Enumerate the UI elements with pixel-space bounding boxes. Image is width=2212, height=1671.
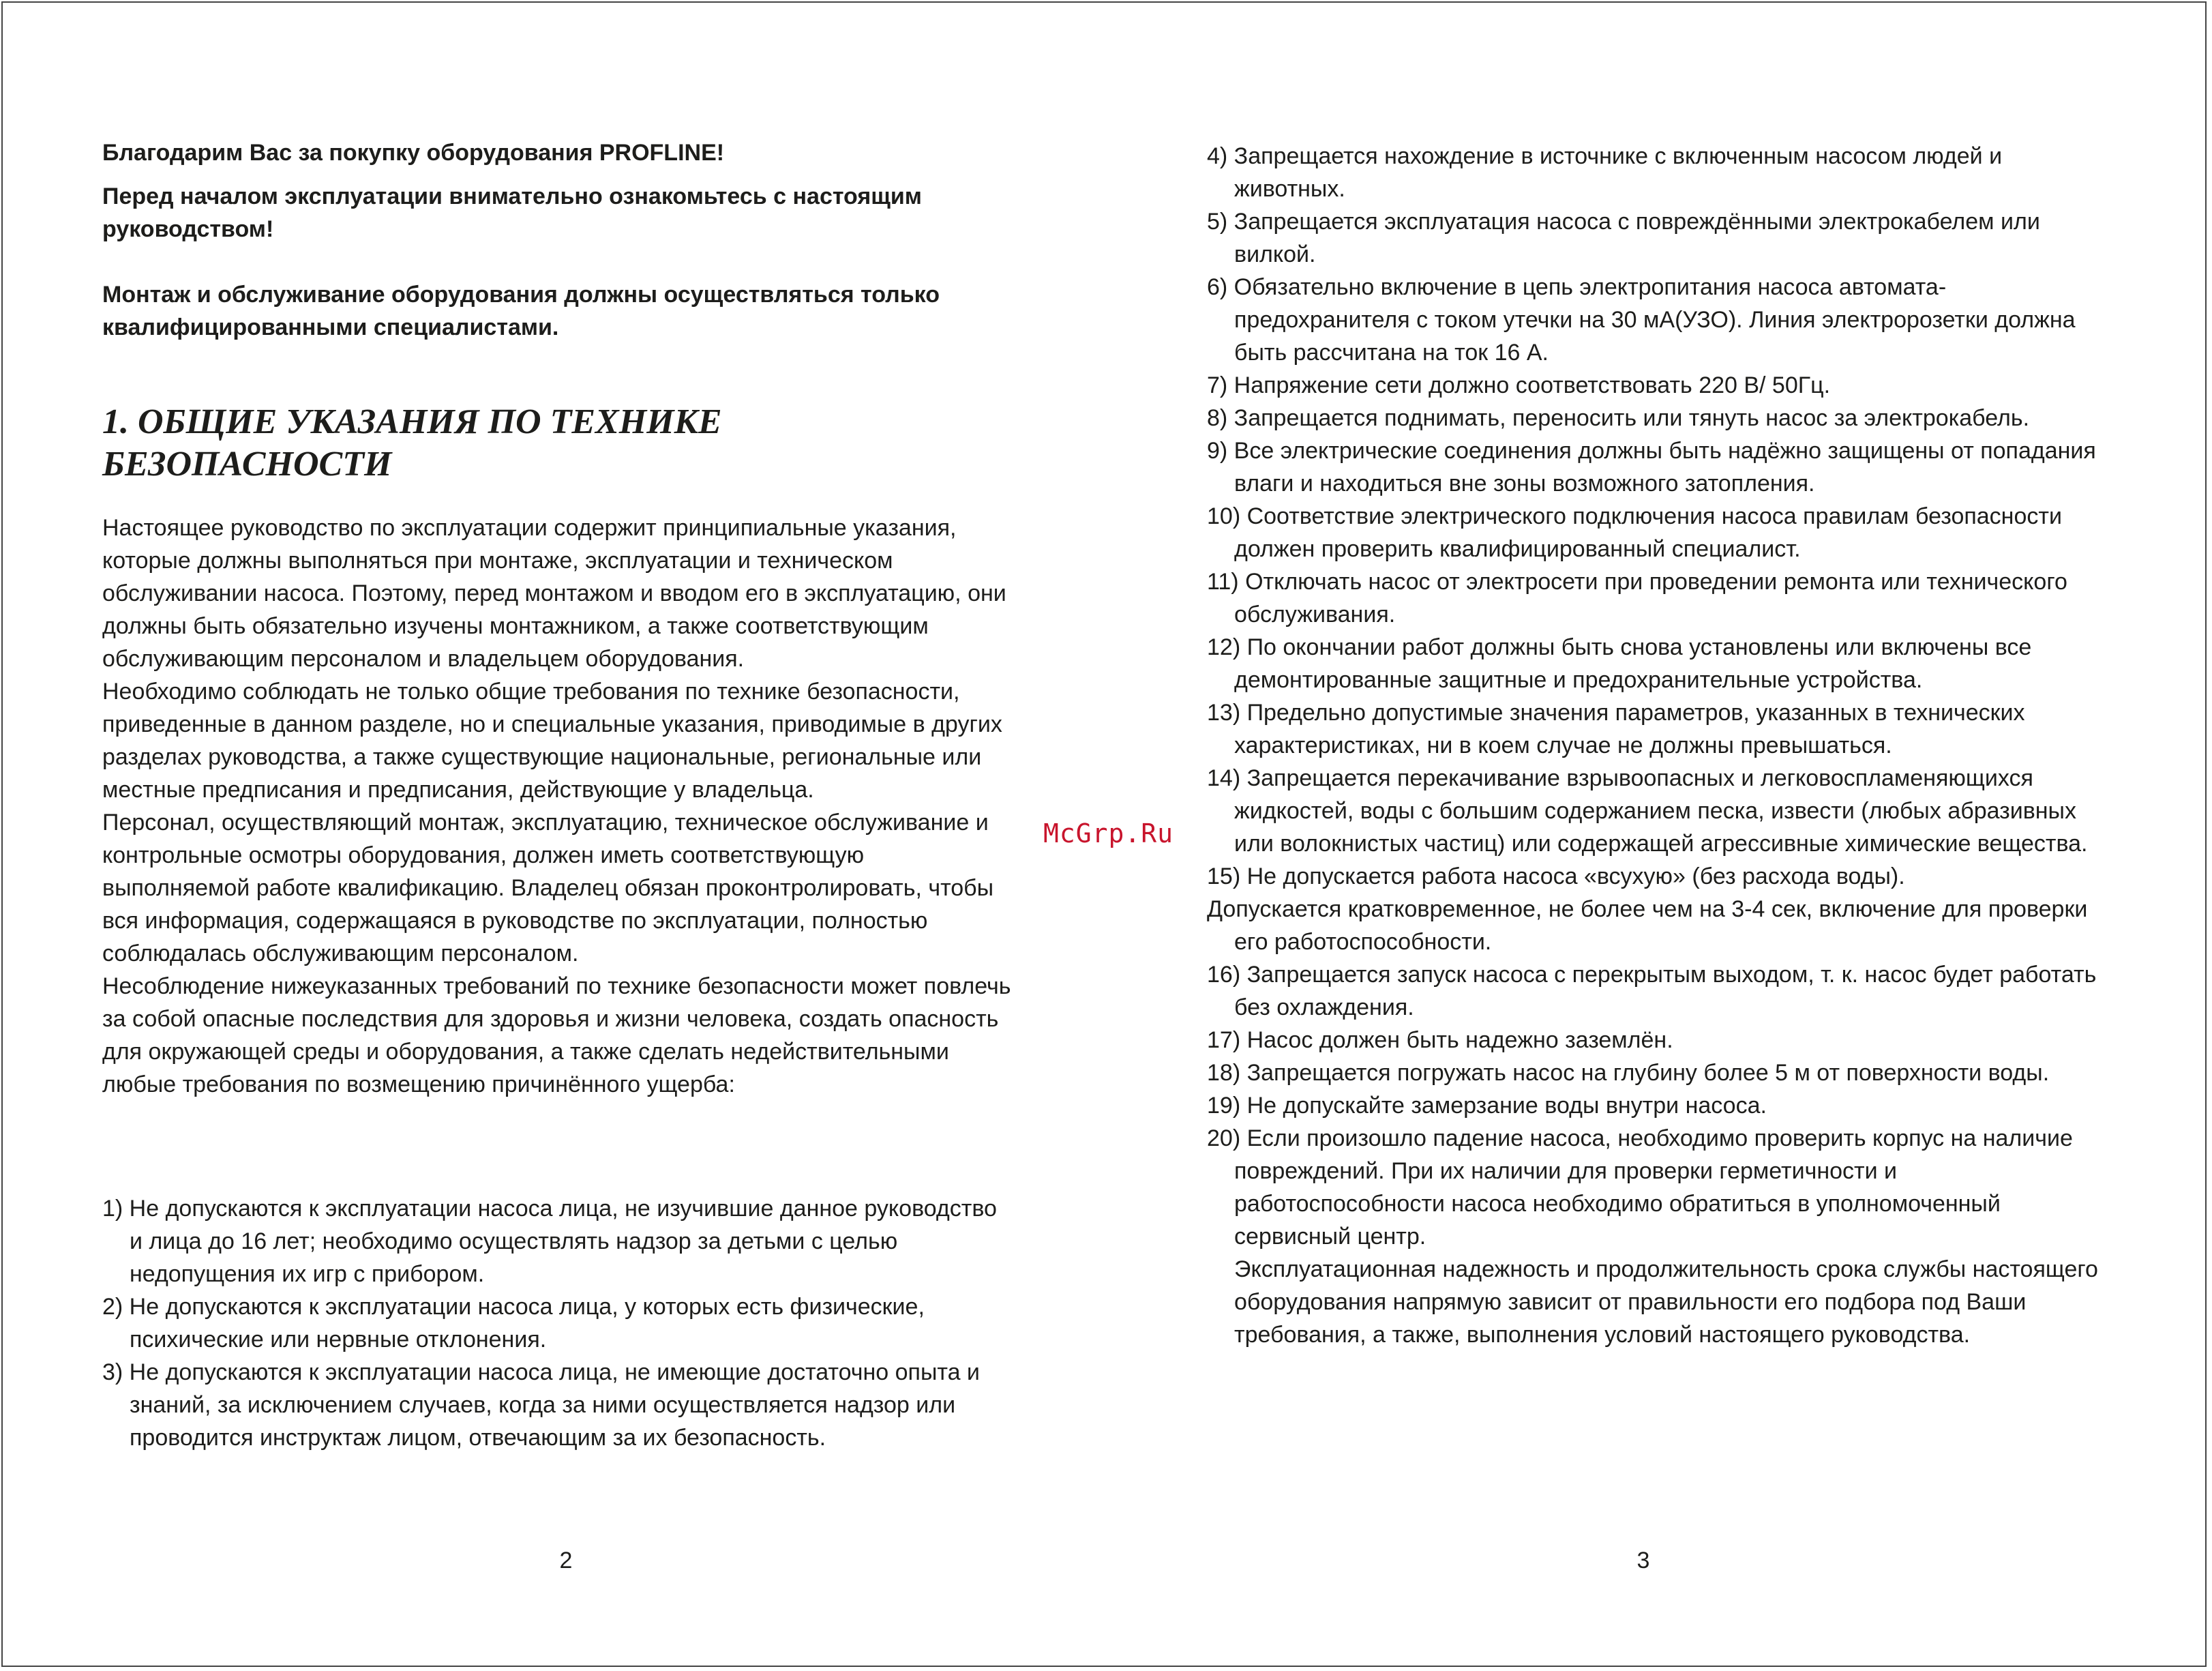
closing-note: Эксплуатационная надежность и продолжительность срока службы настоящего оборудования напрямую зависит от правильности его подбора под Ваши требования, а также, выполнения условий настоящего руководства. [1234, 1256, 2098, 1348]
intro-body [102, 512, 1016, 1101]
list-item: 6) Обязательно включение в цепь электропитания насоса автомата-предохранителя с током утечки на 30 мА(УЗО). Линия электророзетки должна быть рассчитана на ток 16 А. [1207, 274, 2076, 366]
safety-list-right [1207, 140, 2114, 1351]
list-item: 12) По окончании работ должны быть снова установлены или включены все демонтированные защитные и предохранительные устройства. [1207, 634, 2032, 693]
list-item: 17) Насос должен быть надежно заземлён. [1207, 1027, 1673, 1053]
list-item: 13) Предельно допустимые значения параметров, указанных в технических характеристиках, ни в коем случае не должны превышаться. [1207, 700, 2025, 758]
watermark: McGrp.Ru [1043, 818, 1174, 848]
left-page [102, 0, 1016, 1671]
list-item: 8) Запрещается поднимать, переносить или тянуть насос за электрокабель. [1207, 405, 2030, 431]
page-number-right: 3 [1636, 1548, 1650, 1573]
paragraph: Персонал, осуществляющий монтаж, эксплуатацию, техническое обслуживание и контрольные осмотры оборудования, должен иметь соответствующую выполняемой работе квалификацию. Владелец обязан проконтролировать, чтобы вся информация, содержащаяся в руководстве по эксплуатации, полностью соблюдалась обслуживающим персоналом. [102, 810, 994, 966]
list-item: 15) Не допускается работа насоса «всухую» (без расхода воды). [1207, 863, 1905, 889]
list-item: 11) Отключать насос от электросети при проведении ремонта или технического обслуживания. [1207, 569, 2067, 627]
list-item: 7) Напряжение сети должно соответствовать 220 В/ 50Гц. [1207, 372, 1831, 398]
thanks-text: Благодарим Вас за покупку оборудования PROFLINE! [102, 140, 725, 166]
list-item: 2) Не допускаются к эксплуатации насоса лица, у которых есть физические, психические или нервные отклонения. [102, 1294, 925, 1352]
paragraph: Настоящее руководство по эксплуатации содержит принципиальные указания, которые должны выполняться при монтаже, эксплуатации и техническом обслуживании насоса. Поэтому, перед монтажом и вводом его в эксплуатацию, они должны быть обязательно изучены монтажником, а также соответствующим обслуживающим персоналом и владельцем оборудования. [102, 515, 1006, 672]
list-item: 4) Запрещается нахождение в источнике с включенным насосом людей и животных. [1207, 143, 2003, 202]
read-before-text: Перед началом эксплуатации внимательно ознакомьтесь с настоящим руководством! [102, 183, 922, 242]
list-item: 9) Все электрические соединения должны быть надёжно защищены от попадания влаги и находиться вне зоны возможного затопления. [1207, 438, 2096, 497]
list-item: 1) Не допускаются к эксплуатации насоса лица, не изучившие данное руководство и лица до 16 лет; необходимо осуществлять надзор за детьми с целью недопущения их игр с прибором. [102, 1196, 997, 1287]
list-item: 5) Запрещается эксплуатация насоса с повреждёнными электрокабелем или вилкой. [1207, 209, 2040, 267]
list-item: 19) Не допускайте замерзание воды внутри насоса. [1207, 1093, 1767, 1119]
list-item: 10) Соответствие электрического подключения насоса правилам безопасности должен проверить квалифицированный специалист. [1207, 503, 2062, 562]
paragraph: Необходимо соблюдать не только общие требования по технике безопасности, приведенные в данном разделе, но и специальные указания, приводимые в других разделах руководства, а также существующие национальные, региональные или местные предписания и предписания, действующие у владельца. [102, 679, 1002, 803]
list-item: 3) Не допускаются к эксплуатации насоса лица, не имеющие достаточно опыта и знаний, за исключением случаев, когда за ними осуществляется надзор или проводится инструктаж лицом, отвечающим за их безопасность. [102, 1359, 980, 1451]
list-item: Допускается кратковременное, не более чем на 3-4 сек, включение для проверки его работоспособности. [1207, 896, 2088, 955]
list-item: 14) Запрещается перекачивание взрывоопасных и легковоспламеняющихся жидкостей, воды с большим содержанием песка, извести (любых абразивных или волокнистых частиц) или содержащей агрессивные химические вещества. [1207, 765, 2088, 857]
page-number-left: 2 [559, 1548, 573, 1573]
right-page [1207, 0, 2114, 1671]
paragraph: Несоблюдение нижеуказанных требований по технике безопасности может повлечь за собой опасные последствия для здоровья и жизни человека, создать опасность для окружающей среды и оборудования, а также сделать недействительными любые требования по возмещению причинённого ущерба: [102, 973, 1011, 1097]
list-item: 16) Запрещается запуск насоса с перекрытым выходом, т. к. насос будет работать без охлаждения. [1207, 962, 2097, 1020]
list-item: 20) Если произошло падение насоса, необходимо проверить корпус на наличие повреждений. При их наличии для проверки герметичности и работоспособности насоса необходимо обратиться в уполномоченный сервисный центр. [1207, 1125, 2073, 1249]
list-item: 18) Запрещается погружать насос на глубину более 5 м от поверхности воды. [1207, 1060, 2050, 1086]
safety-list-left [102, 1192, 1016, 1454]
installation-note: Монтаж и обслуживание оборудования должны осуществляться только квалифицированными специалистами. [102, 282, 940, 340]
section-title: 1. ОБЩИЕ УКАЗАНИЯ ПО ТЕХНИКЕ БЕЗОПАСНОСТИ [102, 402, 722, 484]
